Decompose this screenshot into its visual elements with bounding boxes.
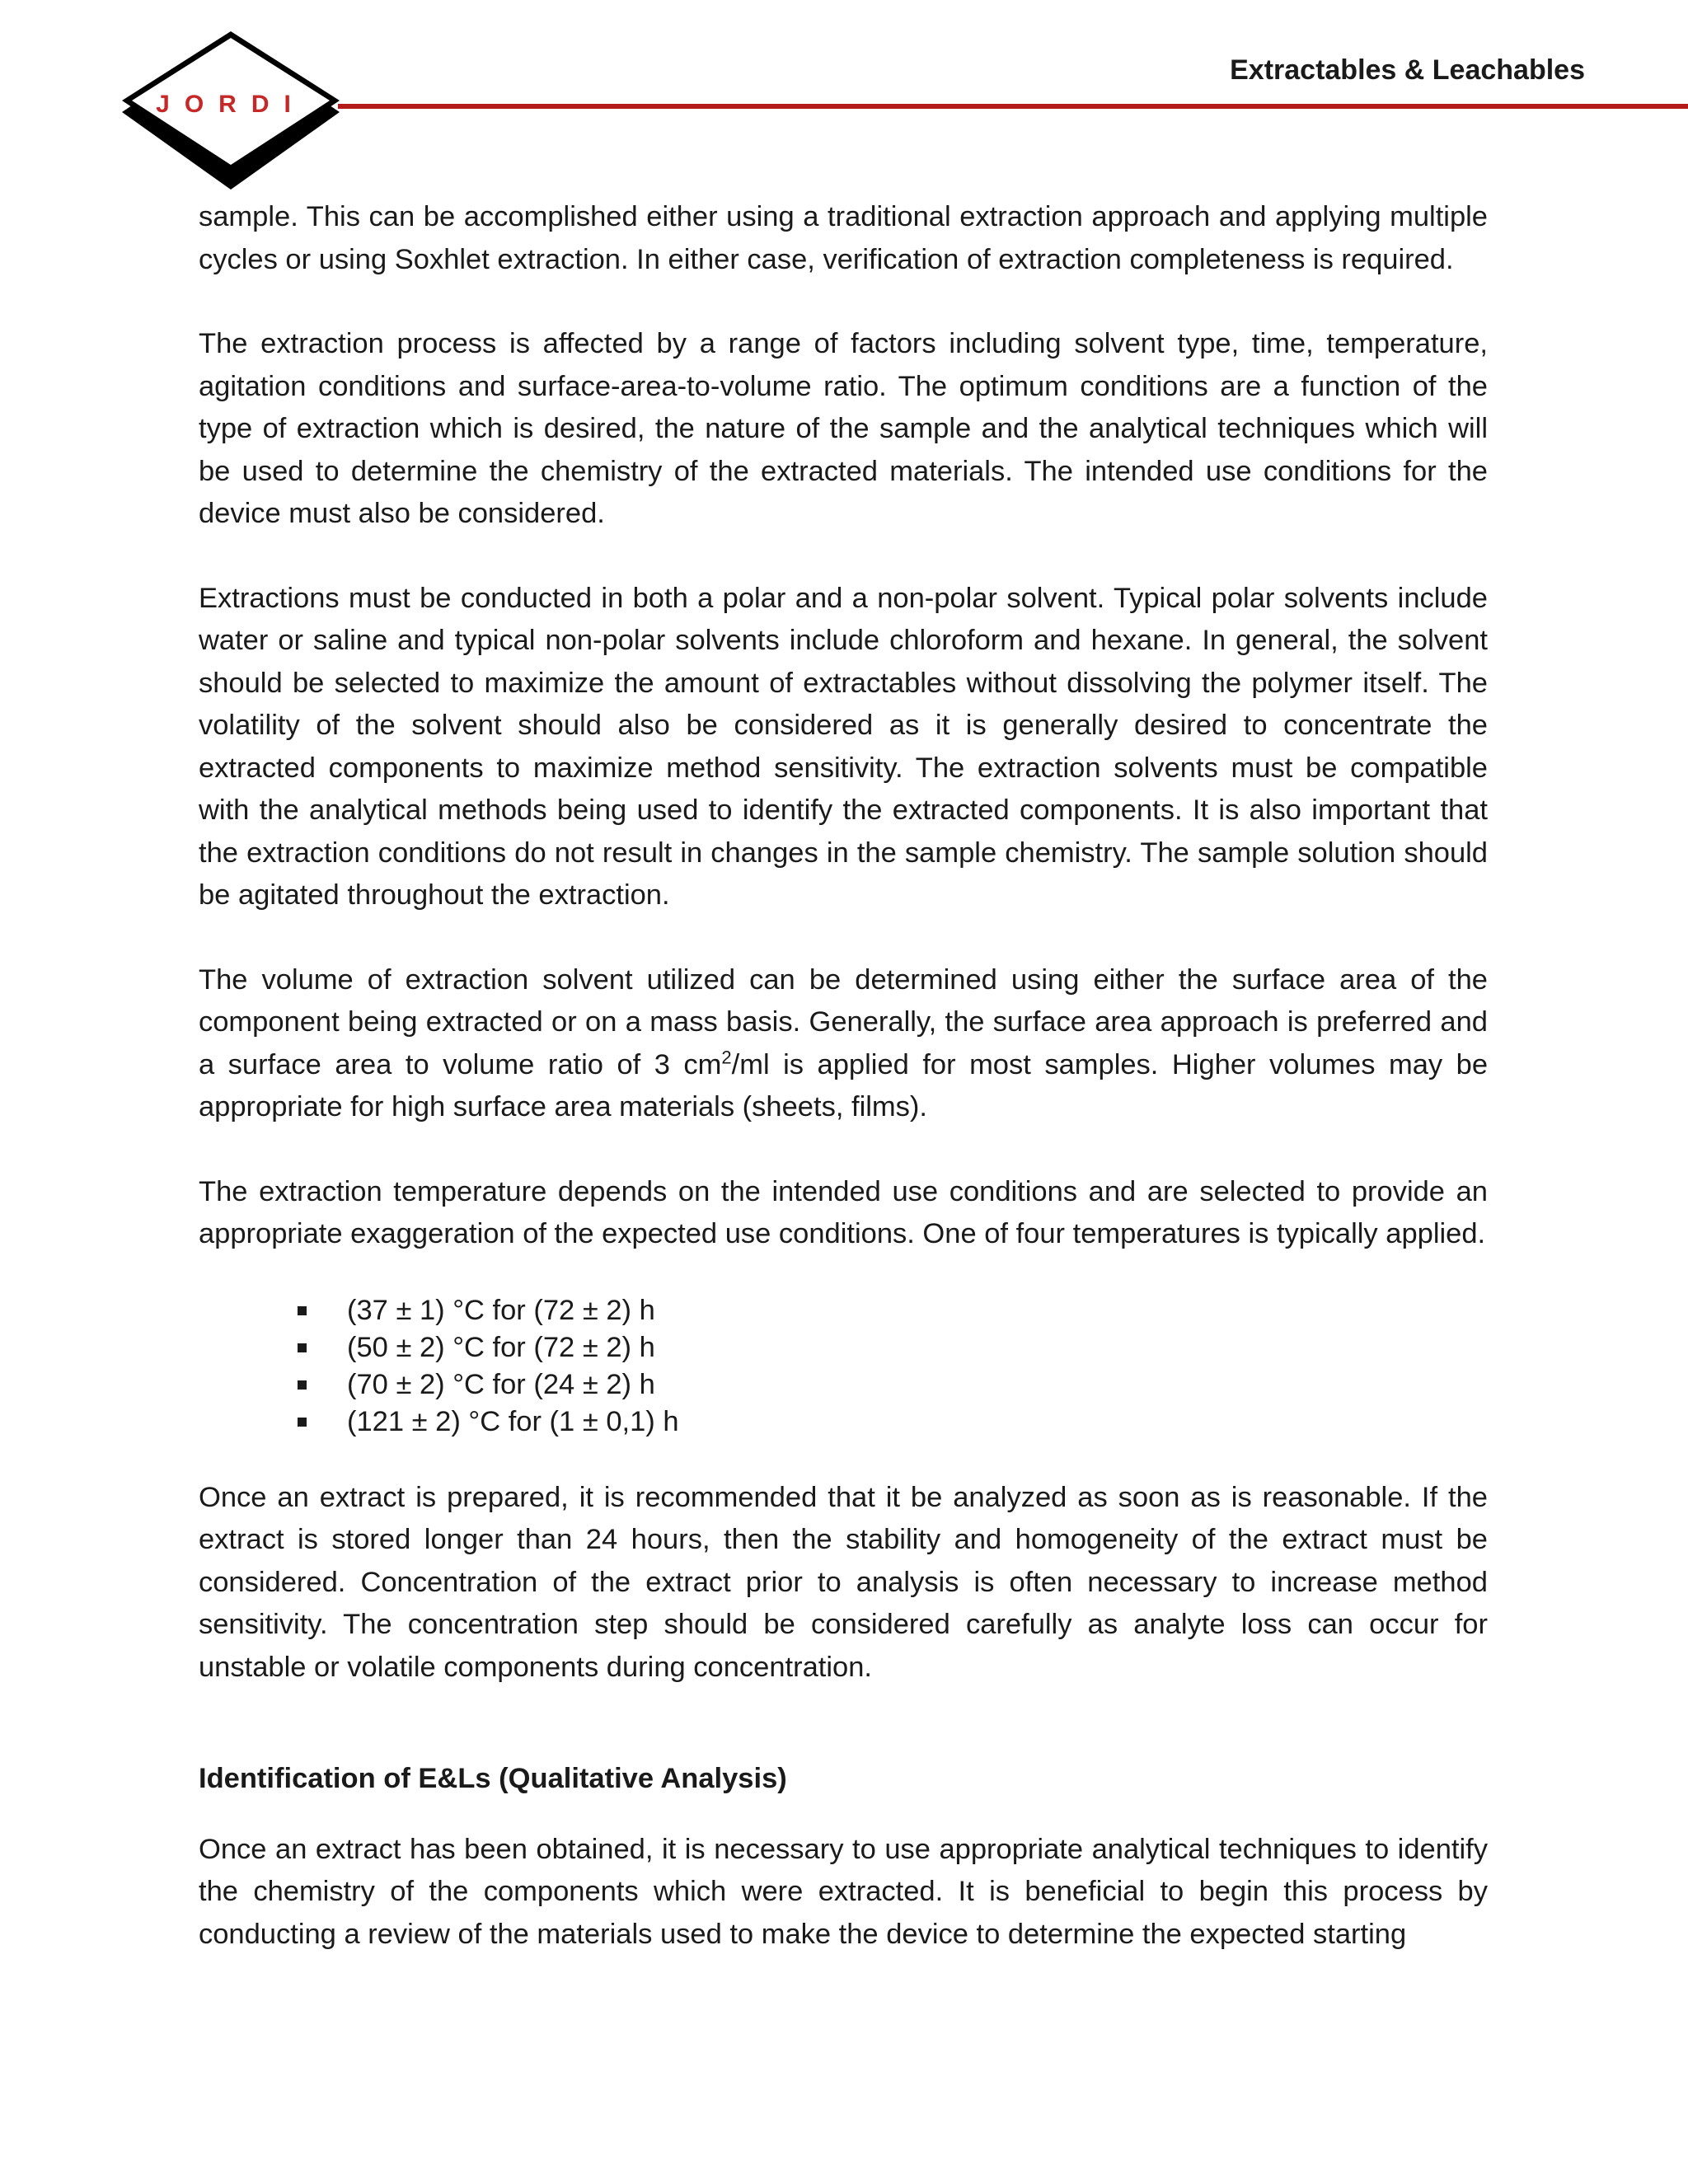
- paragraph-1: sample. This can be accomplished either using a traditional extraction approach and applying multiple cycles or using Soxhlet extraction. In either case, verification of extraction completeness is required.: [199, 201, 1488, 275]
- list-item: (70 ± 2) °C for (24 ± 2) h: [298, 1366, 1488, 1404]
- paragraph-4-part-b: /ml is applied for most samples. Higher volumes may be appropriate for high surface area materials (sheets, films).: [199, 1048, 1489, 1122]
- document-body: [199, 196, 1488, 1956]
- bullet-square-icon: [298, 1343, 307, 1352]
- bullet-square-icon: [298, 1380, 307, 1390]
- paragraph-6: Once an extract is prepared, it is recommended that it be analyzed as soon as is reasonable. If the extract is stored longer than 24 hours, then the stability and homogeneity of the extract must be considered. Concentration of the extract prior to analysis is often necessary to increase method sensitivity. The concentration step should be considered carefully as analyte loss can occur for unstable or volatile components during concentration.: [199, 1481, 1488, 1683]
- section-heading: Identification of E&Ls (Qualitative Analysis): [199, 1763, 787, 1794]
- paragraph-4-part-a: The volume of extraction solvent utilized can be determined using either the surface area of the component being extracted or on a mass basis. Generally, the surface area approach is preferred and a surface area to volume ratio of 3 cm: [199, 963, 1488, 1080]
- paragraph-4-superscript: 2: [721, 1047, 732, 1067]
- paragraph-4: [199, 959, 1488, 1129]
- temperature-list: [199, 1292, 1488, 1441]
- jordi-logo: [119, 28, 349, 193]
- bullet-square-icon: [298, 1418, 307, 1427]
- paragraph-5: The extraction temperature depends on the intended use conditions and are selected to provide an appropriate exaggeration of the expected use conditions. One of four temperatures is typically applied.: [199, 1175, 1488, 1249]
- paragraph-7: Once an extract has been obtained, it is necessary to use appropriate analytical techniques to identify the chemistry of the components which were extracted. It is beneficial to begin this process by conducting a review of the materials used to make the device to determine the expected starting: [199, 1833, 1488, 1950]
- paragraph-2: The extraction process is affected by a range of factors including solvent type, time, temperature, agitation conditions and surface-area-to-volume ratio. The optimum conditions are a function of the type of extraction which is desired, the nature of the sample and the analytical techniques which will be used to determine the chemistry of the extracted materials. The intended use conditions for the device must also be considered.: [199, 328, 1488, 529]
- header-title: Extractables & Leachables: [1230, 54, 1585, 86]
- bullet-square-icon: [298, 1306, 307, 1315]
- list-item: (50 ± 2) °C for (72 ± 2) h: [298, 1329, 1488, 1366]
- header-rule: [338, 104, 1688, 109]
- list-item: (37 ± 1) °C for (72 ± 2) h: [298, 1292, 1488, 1329]
- logo-text: JORDI: [156, 91, 306, 118]
- list-item: (121 ± 2) °C for (1 ± 0,1) h: [298, 1404, 1488, 1441]
- paragraph-3: Extractions must be conducted in both a polar and a non-polar solvent. Typical polar solvents include water or saline and typical non-polar solvents include chloroform and hexane. In general, the solvent should be selected to maximize the amount of extractables without dissolving the polymer itself. The volatility of the solvent should also be considered as it is generally desired to concentrate the extracted components to maximize method sensitivity. The extraction solvents must be compatible with the analytical methods being used to identify the extracted components. It is also important that the extraction conditions do not result in changes in the sample chemistry. The sample solution should be agitated throughout the extraction.: [199, 582, 1488, 911]
